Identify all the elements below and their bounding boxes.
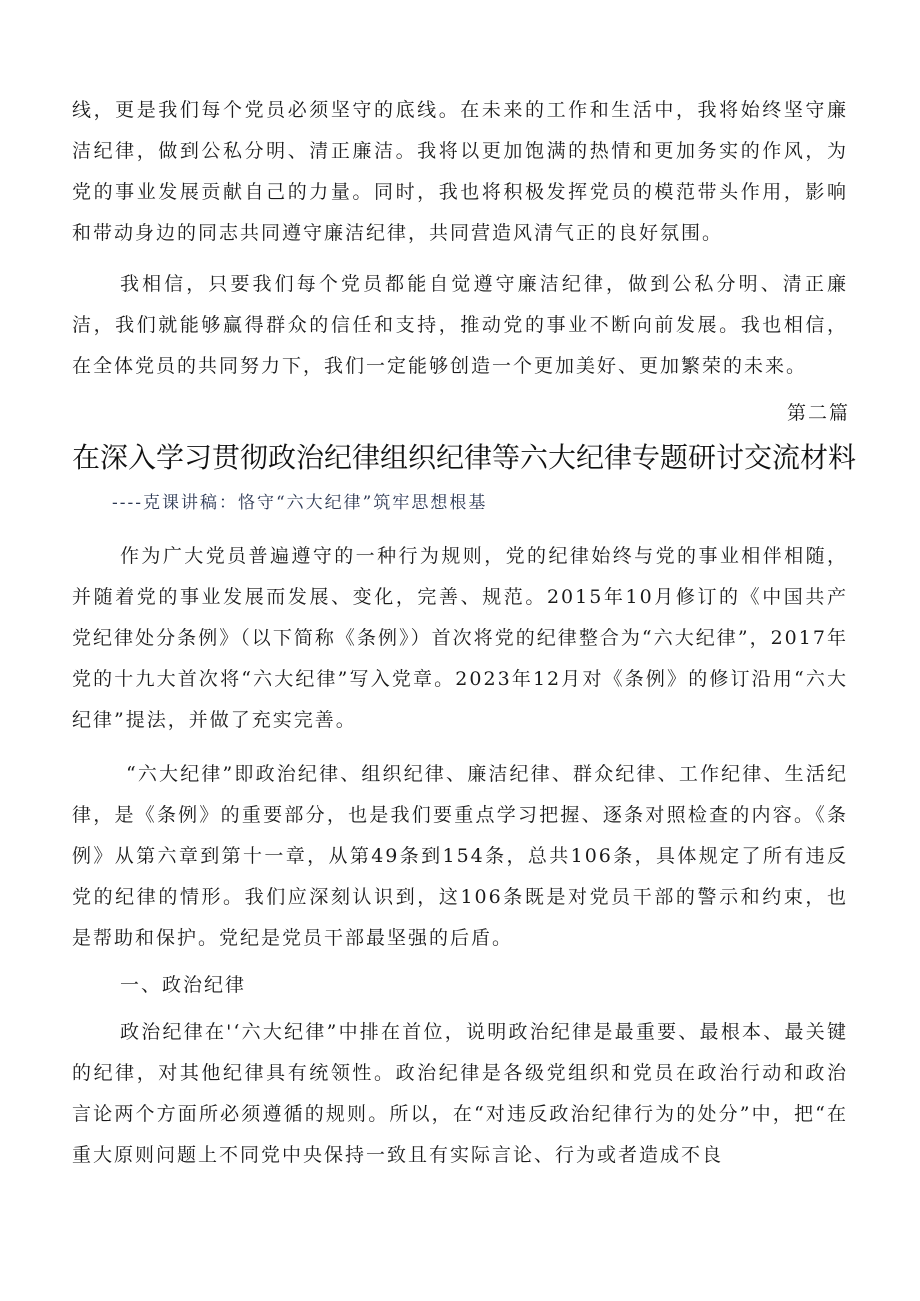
section-label: 第二篇	[786, 402, 850, 424]
body-paragraph: 作为广大党员普遍遵守的一种行为规则，党的纪律始终与党的事业相伴相随，并随着党的事业发展而发展、变化，完善、规范。2015年10月修订的《中国共产党纪律处分条例》（以下简称《条例》）首次将党的纪律整合为“六大纪律”，2017年党的十九大首次将“六大纪律”写入党章。2023年12月对《条例》的修订沿用“六大纪律”提法，并做了充实完善。	[72, 545, 848, 731]
document-title: 在深入学习贯彻政治纪律组织纪律等六大纪律专题研讨交流材料	[72, 441, 857, 474]
body-paragraph: 我相信，只要我们每个党员都能自觉遵守廉洁纪律，做到公私分明、清正廉洁，我们就能够赢得群众的信任和支持，推动党的事业不断向前发展。我也相信，在全体党员的共同努力下，我们一定能够创造一个更加美好、更加繁荣的未来。	[72, 273, 848, 377]
body-paragraph: 政治纪律在'‘六大纪律”中排在首位，说明政治纪律是最重要、最根本、最关键的纪律，对其他纪律具有统领性。政治纪律是各级党组织和党员在政治行动和政治言论两个方面所必须遵循的规则。所以，在“对违反政治纪律行为的处分”中，把“在重大原则问题上不同党中央保持一致且有实际言论、行为或者造成不良	[72, 1021, 848, 1166]
section-heading: 一、政治纪律	[120, 974, 247, 996]
body-paragraph: “六大纪律”即政治纪律、组织纪律、廉洁纪律、群众纪律、工作纪律、生活纪律，是《条例》的重要部分，也是我们要重点学习把握、逐条对照检查的内容。《条例》从第六章到第十一章，从第49条到154条，总共106条，具体规定了所有违反党的纪律的情形。我们应深刻认识到，这106条既是对党员干部的警示和约束，也是帮助和保护。党纪是党员干部最坚强的后盾。	[72, 763, 848, 949]
document-subtitle: ----克课讲稿：恪守“六大纪律”筑牢思想根基	[112, 493, 488, 513]
body-paragraph: 线，更是我们每个党员必须坚守的底线。在未来的工作和生活中，我将始终坚守廉洁纪律，做到公私分明、清正廉洁。我将以更加饱满的热情和更加务实的作风，为党的事业发展贡献自己的力量。同时，我也将积极发挥党员的模范带头作用，影响和带动身边的同志共同遵守廉洁纪律，共同营造风清气正的良好氛围。	[72, 99, 848, 244]
